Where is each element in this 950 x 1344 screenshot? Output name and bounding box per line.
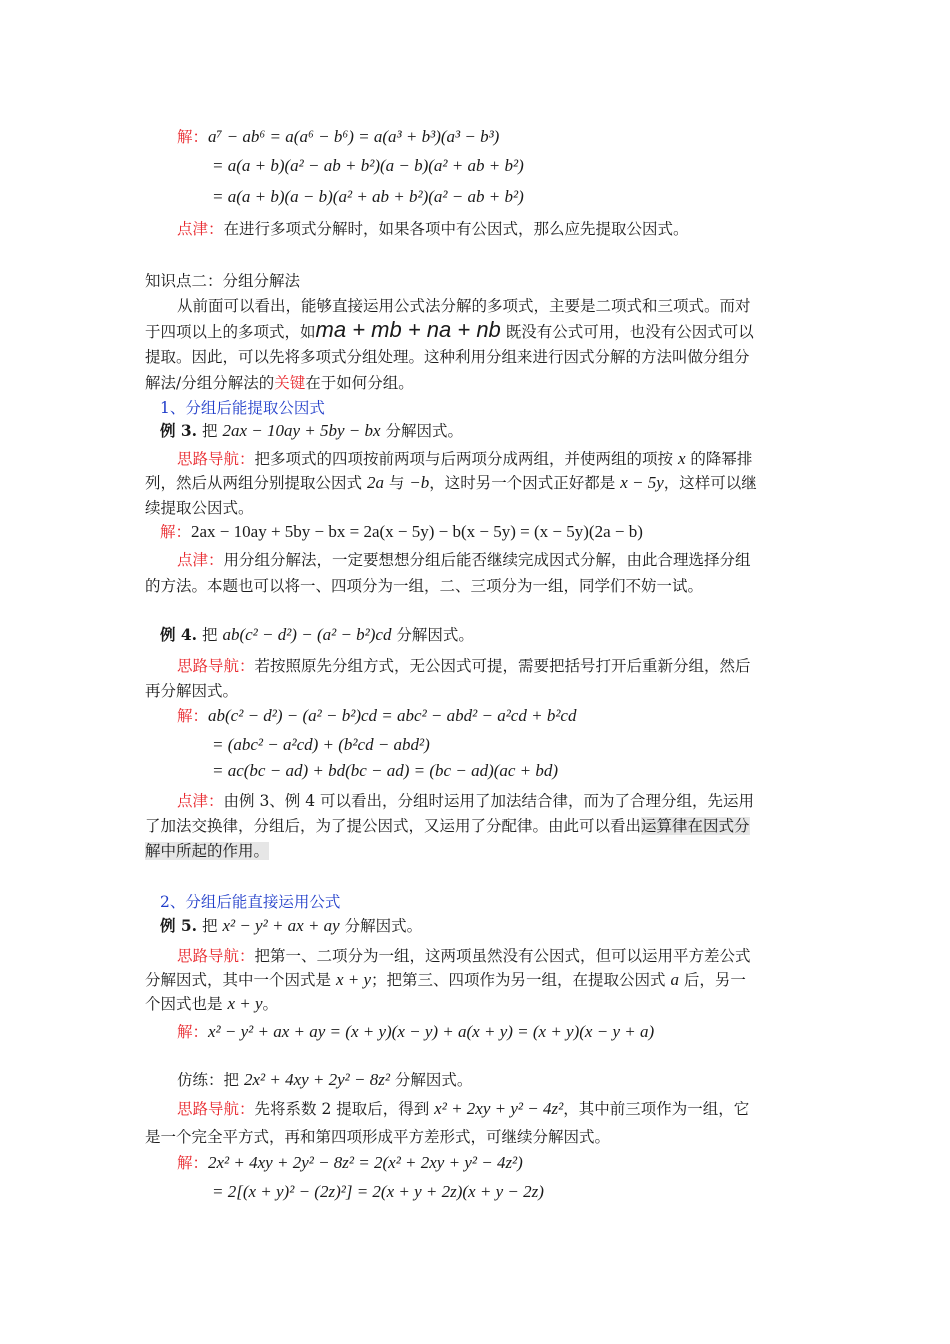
note-label: 点津： xyxy=(177,792,224,810)
text-segment: 个因式也是 xyxy=(145,995,228,1013)
guide-label: 思路导航： xyxy=(177,657,255,675)
text-segment: ；把第三、四项作为另一组，在提取公因式 xyxy=(371,971,671,989)
key-word: 关键 xyxy=(274,374,306,392)
text-segment: 把多项式的四项按前两项与后两项分成两组，并使两组的项按 xyxy=(254,450,678,468)
example-3-guide-line xyxy=(145,472,757,494)
note-text: 在进行多项式分解时，如果各项中有公因式，那么应先提取公因式。 xyxy=(223,220,689,238)
math-expression: ab(c² − d²) − (a² − b²)cd xyxy=(222,625,392,644)
practice-guide-line: 是一个完全平方式，再和第四项形成平方差形式，可继续分解因式。 xyxy=(145,1128,611,1146)
paragraph-line: 提取。因此，可以先将多项式分组处理。这种利用分组来进行因式分解的方法叫做分组分 xyxy=(145,348,750,366)
text-segment: 于四项以上的多项式，如 xyxy=(145,323,316,341)
text-segment: 分解因式。 xyxy=(339,917,423,935)
solution-label: 解： xyxy=(177,1154,209,1172)
text-segment: 与 xyxy=(383,474,410,492)
math-expression: 2ax − 10ay + 5by − bx = 2a(x − 5y) − b(x − 5y) = (x − 5y)(2a − b) xyxy=(191,522,643,541)
subheading-1: 1、分组后能提取公因式 xyxy=(160,399,325,417)
math-expression: 2x² + 4xy + 2y² − 8z² xyxy=(243,1070,390,1089)
guide-label: 思路导航： xyxy=(177,450,255,468)
example-label: 例 4. xyxy=(160,625,198,644)
solution-label: 解： xyxy=(177,1023,209,1041)
example-4-note-line xyxy=(177,790,754,812)
solution-1-line-3 xyxy=(212,186,524,208)
math-expression: = (abc² − a²cd) + (b²cd − abd²) xyxy=(212,735,430,754)
math-expression: 2ax − 10ay + 5by − bx xyxy=(222,421,381,440)
text-segment: 后，另一 xyxy=(678,971,746,989)
example-4-note-line xyxy=(145,840,269,862)
math-expression: x − 5y xyxy=(620,473,664,492)
practice-guide-line xyxy=(177,1098,749,1120)
section-title: 知识点二：分组分解法 xyxy=(145,272,301,290)
paragraph-line xyxy=(145,372,414,394)
example-5-guide-line xyxy=(177,945,751,967)
text-segment: 。 xyxy=(262,995,279,1013)
text-segment: 先将系数 2 提取后，得到 xyxy=(254,1100,435,1118)
practice-solution-line xyxy=(212,1181,544,1203)
text-segment: ，这样可以继 xyxy=(663,474,757,492)
guide-label: 思路导航： xyxy=(177,1100,255,1118)
solution-label: 解： xyxy=(160,523,192,541)
math-expression: x + y xyxy=(227,994,263,1013)
note-label: 点津： xyxy=(177,551,224,569)
solution-1-line-1 xyxy=(177,126,499,148)
note-1 xyxy=(177,218,689,240)
practice-label: 仿练： xyxy=(177,1071,224,1089)
text-segment: 的降幂排 xyxy=(685,450,753,468)
solution-label: 解： xyxy=(177,707,209,725)
example-4-solution-line xyxy=(177,705,576,727)
example-3-guide-line: 续提取公因式。 xyxy=(145,499,254,517)
text-segment: ，其中前三项作为一组，它 xyxy=(563,1100,750,1118)
solution-label: 解： xyxy=(177,128,209,146)
highlighted-text: 运算律在因式分 xyxy=(641,817,750,835)
text-segment: 把第一、二项分为一组，这两项虽然没有公因式，但可以运用平方差公式 xyxy=(254,947,751,965)
example-5-question xyxy=(160,915,422,937)
example-label: 例 5. xyxy=(160,916,198,935)
math-expression: x² − y² + ax + ay = (x + y)(x − y) + a(x + y) = (x + y)(x − y + a) xyxy=(208,1022,655,1041)
text-segment: 若按照原先分组方式，无公因式可提，需要把括号打开后重新分组，然后 xyxy=(254,657,751,675)
text-segment: 分解因式。 xyxy=(380,422,463,440)
example-4-note-line xyxy=(145,815,750,837)
math-expression: = 2[(x + y)² − (2z)²] = 2(x + y + 2z)(x + y − 2z) xyxy=(212,1182,544,1201)
practice-question xyxy=(177,1069,472,1091)
note-text: 了加法交换律，分组后，为了提公因式，又运用了分配律。由此可以看出 xyxy=(145,817,642,835)
text-segment: 分解因式。 xyxy=(389,1071,473,1089)
text-segment: 列，然后从两组分别提取公因式 xyxy=(145,474,367,492)
example-4-question xyxy=(160,624,474,646)
text-segment: 把 xyxy=(223,1071,244,1089)
text-segment: 分解因式。 xyxy=(391,626,474,644)
practice-solution-line xyxy=(177,1152,523,1174)
math-expression: x² + 2xy + y² − 4z² xyxy=(434,1099,564,1118)
paragraph-line: 从前面可以看出，能够直接运用公式法分解的多项式，主要是二项式和三项式。而对 xyxy=(177,297,751,315)
example-3-solution xyxy=(160,521,643,543)
math-expression: 2a xyxy=(366,473,384,492)
text-segment: ，这时另一个因式正好都是 xyxy=(429,474,621,492)
math-expression: a xyxy=(670,970,679,989)
text-segment: 把 xyxy=(197,917,223,935)
example-4-solution-line xyxy=(212,734,430,756)
math-expression: a⁷ − ab⁶ = a(a⁶ − b⁶) = a(a³ + b³)(a³ − b³) xyxy=(208,127,500,146)
example-3-question xyxy=(160,420,463,442)
example-4-guide-line xyxy=(177,655,751,677)
math-expression: ab(c² − d²) − (a² − b²)cd = abc² − abd² − a²cd + b²cd xyxy=(208,706,577,725)
text-segment: 在于如何分组。 xyxy=(305,374,414,392)
math-expression: x² − y² + ax + ay xyxy=(222,916,340,935)
note-text: 用分组分解法，一定要想想分组后能否继续完成因式分解，由此合理选择分组 xyxy=(223,551,751,569)
text-segment: 分解因式，其中一个因式是 xyxy=(145,971,336,989)
text-segment: 既没有公式可用，也没有公因式可以 xyxy=(505,323,754,341)
text-segment: 把 xyxy=(197,626,223,644)
math-expression: = a(a + b)(a² − ab + b²)(a − b)(a² + ab + b²) xyxy=(212,156,524,175)
example-3-guide-line xyxy=(177,448,752,470)
example-5-guide-line xyxy=(145,969,746,991)
math-expression: x xyxy=(677,449,686,468)
math-expression: = ac(bc − ad) + bd(bc − ad) = (bc − ad)(ac + bd) xyxy=(212,761,559,780)
text-segment: 把 xyxy=(197,422,223,440)
math-expression: ma + mb + na + nb xyxy=(315,317,501,342)
math-expression: x + y xyxy=(335,970,371,989)
example-5-guide-line xyxy=(145,993,278,1015)
math-expression: −b xyxy=(409,473,430,492)
math-expression: 2x² + 4xy + 2y² − 8z² = 2(x² + 2xy + y² − 4z²) xyxy=(208,1153,523,1172)
solution-1-line-2 xyxy=(212,155,524,177)
example-3-note-line xyxy=(177,549,751,571)
note-text: 由例 3、例 4 可以看出，分组时运用了加法结合律，而为了合理分组，先运用 xyxy=(223,792,755,810)
guide-label: 思路导航： xyxy=(177,947,255,965)
math-expression: = a(a + b)(a − b)(a² + ab + b²)(a² − ab + b²) xyxy=(212,187,524,206)
subheading-2: 2、分组后能直接运用公式 xyxy=(160,893,341,911)
example-label: 例 3. xyxy=(160,421,198,440)
paragraph-line xyxy=(145,319,754,343)
highlighted-text: 解中所起的作用。 xyxy=(145,842,270,860)
example-4-solution-line xyxy=(212,760,558,782)
example-5-solution xyxy=(177,1021,654,1043)
text-segment: 解法/分组分解法的 xyxy=(145,374,275,392)
note-label: 点津： xyxy=(177,220,224,238)
example-3-note-line: 的方法。本题也可以将一、四项分为一组，二、三项分为一组，同学们不妨一试。 xyxy=(145,577,704,595)
example-4-guide-line: 再分解因式。 xyxy=(145,682,239,700)
